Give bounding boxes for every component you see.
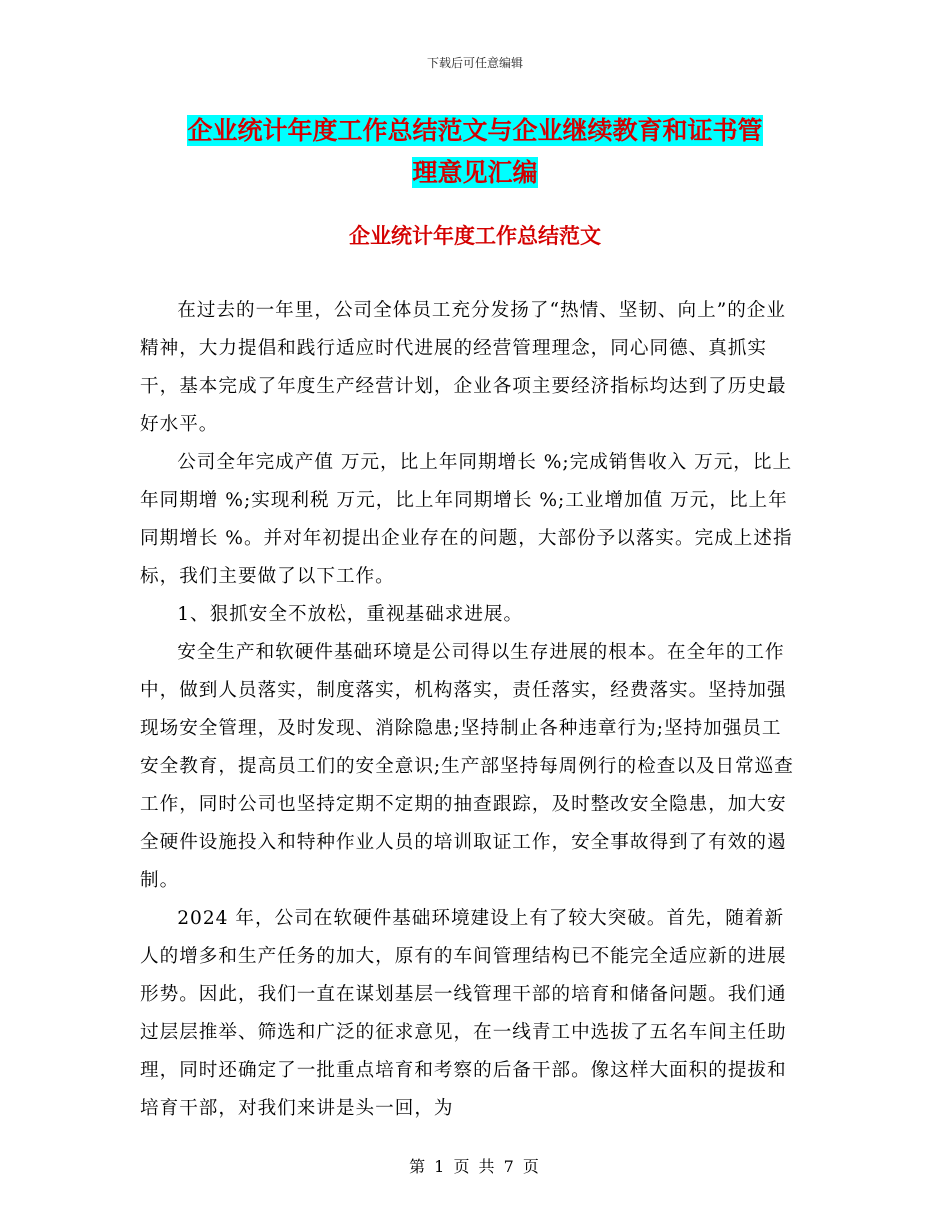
document-title-line-1: 企业统计年度工作总结范文与企业继续教育和证书管 (187, 116, 763, 145)
section-title: 企业统计年度工作总结范文 (349, 224, 601, 248)
paragraph: 2024 年，公司在软硬件基础环境建设上有了较大突破。首先，随着新人的增多和生产任务的加大，原有的车间管理结构已不能完全适应新的进展形势。因此，我们一直在谋划基层一线管理干部的培育和储备问题。我们通过层层推举、筛选和广泛的征求意见，在一线青工中选拔了五名车间主任助理，同时还确定了一批重点培育和考察的后备干部。像这样大面积的提拔和培育干部，对我们来讲是头一回，为 (140, 908, 787, 1119)
page-header: 下载后可任意编辑 (426, 56, 523, 70)
paragraph: 公司全年完成产值 万元，比上年同期增长 %;完成销售收入 万元，比上年同期增 %;实现利税 万元，比上年同期增长 %;工业增加值 万元，比上年同期增长 %。并对年初提出企业存在的问题，大部份予以落实。完成上述指标，我们主要做了以下工作。 (140, 452, 793, 587)
paragraph: 在过去的一年里，公司全体员工充分发扬了“热情、坚韧、向上”的企业精神，大力提倡和践行适应时代进展的经营管理理念，同心同德、真抓实干，基本完成了年度生产经营计划，企业各项主要经济指标均达到了历史最好水平。 (140, 300, 787, 435)
document-title-line-2: 理意见汇编 (412, 158, 538, 187)
paragraph: 安全生产和软硬件基础环境是公司得以生存进展的根本。在全年的工作中，做到人员落实，制度落实，机构落实，责任落实，经费落实。坚持加强现场安全管理，及时发现、消除隐患;坚持制止各种违章行为;坚持加强员工安全教育，提高员工们的安全意识;生产部坚持每周例行的检查以及日常巡查工作，同时公司也坚持定期不定期的抽查跟踪，及时整改安全隐患，加大安全硬件设施投入和特种作业人员的培训取证工作，安全事故得到了有效的遏制。 (140, 642, 794, 891)
paragraph: 1、狠抓安全不放松，重视基础求进展。 (177, 604, 524, 625)
page-footer: 第 1 页 共 7 页 (409, 1157, 541, 1176)
document-title (140, 110, 810, 194)
document-body (140, 292, 800, 1128)
